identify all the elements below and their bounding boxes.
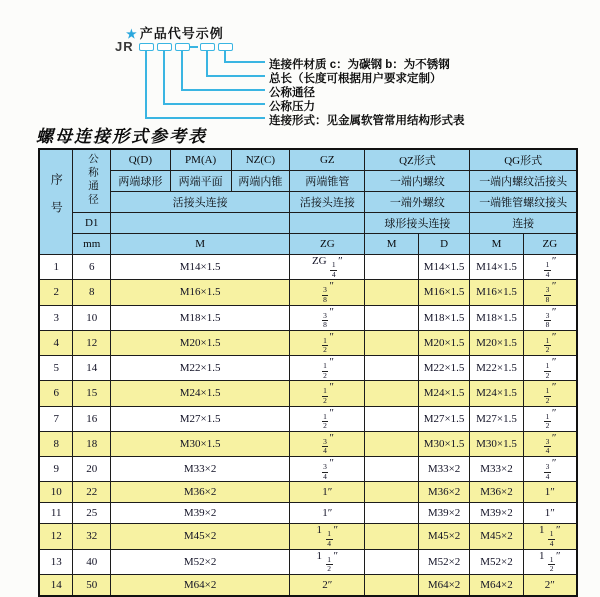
cell: M33×2 [418, 457, 470, 482]
cell: 1″ [290, 503, 365, 524]
table-header [39, 149, 577, 255]
cell: M45×2 [470, 524, 523, 549]
cell: 32 [73, 524, 111, 549]
cell: $\frac{3}{4}$ ″ [290, 431, 365, 456]
cell [365, 574, 418, 596]
cell: M24×1.5 [418, 381, 470, 406]
cell: M52×2 [418, 549, 470, 574]
header-union-connection: 活接头连接 [111, 192, 290, 213]
cell: 1″ [290, 482, 365, 503]
cell: M16×1.5 [418, 280, 470, 305]
cell: $\frac{1}{2}$ ″ [523, 356, 577, 381]
cell: $\frac{3}{8}$ ″ [290, 305, 365, 330]
table-body [39, 255, 577, 596]
cell: 2 [39, 280, 73, 305]
header-mm: mm [73, 234, 111, 255]
cell: $\frac{3}{8}$ ″ [290, 280, 365, 305]
header-gz-connection: 活接头连接 [290, 192, 365, 213]
cell: M24×1.5 [111, 381, 290, 406]
connector-line [181, 50, 183, 90]
cell: $\frac{3}{8}$ ″ [523, 305, 577, 330]
cell: M27×1.5 [111, 406, 290, 431]
cell: 22 [73, 482, 111, 503]
cell: $\frac{1}{2}$ ″ [523, 381, 577, 406]
table-row [39, 524, 577, 549]
code-box-5 [218, 43, 233, 51]
cell: M52×2 [470, 549, 523, 574]
cell: M14×1.5 [470, 255, 523, 280]
cell [365, 406, 418, 431]
nut-connection-table [38, 148, 578, 597]
header-qz-d: D [418, 234, 470, 255]
header-qg-sub2: 一端锥管螺纹接头 [470, 192, 577, 213]
cell: M18×1.5 [470, 305, 523, 330]
cell: 1 $\frac{1}{4}$ ″ [523, 524, 577, 549]
cell: $\frac{3}{4}$ ″ [523, 457, 577, 482]
cell [365, 524, 418, 549]
cell: $\frac{1}{4}$ ″ [523, 255, 577, 280]
cell: 1″ [523, 482, 577, 503]
cell [365, 280, 418, 305]
cell [365, 305, 418, 330]
cell: 1 [39, 255, 73, 280]
cell: 5 [39, 356, 73, 381]
cell: 6 [39, 381, 73, 406]
table-row [39, 503, 577, 524]
header-d1: D1 [73, 213, 111, 234]
header-seq: 序号 [39, 149, 73, 255]
cell: M16×1.5 [111, 280, 290, 305]
header-qz-sub2: 一端外螺纹 [365, 192, 470, 213]
cell: 10 [39, 482, 73, 503]
table-row [39, 381, 577, 406]
blank-cell [111, 213, 290, 234]
cell: M27×1.5 [418, 406, 470, 431]
cell: 3 [39, 305, 73, 330]
table-row [39, 280, 577, 305]
header-qg-sub1: 一端内螺纹活接头 [470, 171, 577, 192]
cell: 4 [39, 330, 73, 355]
code-label-nominal-diameter: 公称通径 [269, 87, 315, 99]
header-qg-zg: ZG [523, 234, 577, 255]
cell: 12 [73, 330, 111, 355]
cell: ZG $\frac{1}{4}$ ″ [290, 255, 365, 280]
header-zg: ZG [290, 234, 365, 255]
header-qz-sub1: 一端内螺纹 [365, 171, 470, 192]
cell: $\frac{3}{8}$ ″ [523, 280, 577, 305]
cell: 15 [73, 381, 111, 406]
cell: M22×1.5 [111, 356, 290, 381]
cell: M20×1.5 [111, 330, 290, 355]
cell: 13 [39, 549, 73, 574]
cell: 14 [39, 574, 73, 596]
cell: M45×2 [111, 524, 290, 549]
cell: 8 [73, 280, 111, 305]
cell: M64×2 [470, 574, 523, 596]
cell [365, 255, 418, 280]
header-qg-connection: 连接 [470, 213, 577, 234]
cell: 16 [73, 406, 111, 431]
cell: 10 [73, 305, 111, 330]
connector-line [206, 50, 208, 76]
star-icon: ★ [126, 27, 138, 41]
cell: M33×2 [470, 457, 523, 482]
table-row [39, 574, 577, 596]
cell: 12 [39, 524, 73, 549]
cell: 20 [73, 457, 111, 482]
table-row [39, 356, 577, 381]
header-qz-connection: 球形接头连接 [365, 213, 470, 234]
code-box-4 [200, 43, 215, 51]
cell: $\frac{1}{2}$ ″ [523, 406, 577, 431]
connector-line [163, 50, 165, 104]
blank-cell [290, 213, 365, 234]
cell: M30×1.5 [418, 431, 470, 456]
code-box-1 [139, 43, 154, 51]
table-row [39, 431, 577, 456]
cell: $\frac{1}{2}$ ″ [290, 356, 365, 381]
cell: 1″ [523, 503, 577, 524]
code-label-total-length: 总长（长度可根据用户要求定制） [269, 73, 442, 85]
code-label-nominal-pressure: 公称压力 [269, 101, 315, 113]
cell: M18×1.5 [111, 305, 290, 330]
header-gz-sub: 两端锥管 [290, 171, 365, 192]
cell: 8 [39, 431, 73, 456]
cell: $\frac{1}{2}$ ″ [290, 330, 365, 355]
table-row [39, 549, 577, 574]
code-label-material: 连接件材质 c：为碳钢 b：为不锈钢 [269, 59, 450, 71]
cell: M45×2 [418, 524, 470, 549]
cell: 9 [39, 457, 73, 482]
cell: 50 [73, 574, 111, 596]
cell: M30×1.5 [470, 431, 523, 456]
connector-line [145, 117, 265, 119]
cell: M36×2 [470, 482, 523, 503]
header-q-d: Q(D) [111, 149, 171, 171]
cell: M64×2 [418, 574, 470, 596]
header-pm-sub: 两端平面 [170, 171, 231, 192]
header-gz: GZ [290, 149, 365, 171]
cell: $\frac{3}{4}$ ″ [290, 457, 365, 482]
connector-line [224, 61, 265, 63]
cell: 1 $\frac{1}{2}$ ″ [523, 549, 577, 574]
cell [365, 457, 418, 482]
code-box-3 [175, 43, 190, 51]
header-qz-m: M [365, 234, 418, 255]
cell: M64×2 [111, 574, 290, 596]
code-box-2 [157, 43, 172, 51]
cell: M36×2 [111, 482, 290, 503]
cell: M16×1.5 [470, 280, 523, 305]
header-qz-form: QZ形式 [365, 149, 470, 171]
table-row [39, 482, 577, 503]
connector-line [181, 89, 265, 91]
cell: M36×2 [418, 482, 470, 503]
cell: M24×1.5 [470, 381, 523, 406]
cell: M52×2 [111, 549, 290, 574]
connector-line [206, 75, 265, 77]
cell: M27×1.5 [470, 406, 523, 431]
code-dash [190, 46, 198, 48]
cell: M39×2 [470, 503, 523, 524]
cell: 1 $\frac{1}{2}$ ″ [290, 549, 365, 574]
cell: 2″ [290, 574, 365, 596]
table-row [39, 406, 577, 431]
cell: 40 [73, 549, 111, 574]
cell: M20×1.5 [470, 330, 523, 355]
cell [365, 431, 418, 456]
cell: 6 [73, 255, 111, 280]
table-title: 螺母连接形式参考表 [36, 127, 207, 147]
cell: M22×1.5 [418, 356, 470, 381]
code-label-connection-form: 连接形式：见金属软管常用结构形式表 [269, 115, 465, 127]
cell: M22×1.5 [470, 356, 523, 381]
cell: M39×2 [418, 503, 470, 524]
cell: M18×1.5 [418, 305, 470, 330]
header-nominal-diameter: 公称通径 [73, 149, 111, 213]
cell: M14×1.5 [111, 255, 290, 280]
product-code-diagram [0, 0, 600, 125]
table-row [39, 330, 577, 355]
diagram-title [126, 23, 224, 42]
cell: 14 [73, 356, 111, 381]
header-nz-c: NZ(C) [231, 149, 290, 171]
cell: M30×1.5 [111, 431, 290, 456]
cell: 25 [73, 503, 111, 524]
cell: M33×2 [111, 457, 290, 482]
cell: $\frac{1}{2}$ ″ [523, 330, 577, 355]
cell [365, 482, 418, 503]
cell: 1 $\frac{1}{4}$ ″ [290, 524, 365, 549]
cell [365, 549, 418, 574]
header-qg-m: M [470, 234, 523, 255]
product-code-prefix: JR [115, 39, 134, 54]
header-pm-a: PM(A) [170, 149, 231, 171]
cell: 18 [73, 431, 111, 456]
connector-line [145, 50, 147, 118]
cell: M14×1.5 [418, 255, 470, 280]
header-q-sub: 两端球形 [111, 171, 171, 192]
cell [365, 330, 418, 355]
cell: $\frac{1}{2}$ ″ [290, 381, 365, 406]
table-row [39, 457, 577, 482]
table-row [39, 255, 577, 280]
cell: 11 [39, 503, 73, 524]
connector-line [163, 103, 265, 105]
cell [365, 381, 418, 406]
cell: M39×2 [111, 503, 290, 524]
cell [365, 503, 418, 524]
cell: M20×1.5 [418, 330, 470, 355]
cell: $\frac{3}{4}$ ″ [523, 431, 577, 456]
table-row [39, 305, 577, 330]
header-m: M [111, 234, 290, 255]
header-nz-sub: 两端内锥 [231, 171, 290, 192]
diagram-title-text: 产品代号示例 [139, 26, 224, 41]
cell: 7 [39, 406, 73, 431]
cell: $\frac{1}{2}$ ″ [290, 406, 365, 431]
cell [365, 356, 418, 381]
cell: 2″ [523, 574, 577, 596]
header-qg-form: QG形式 [470, 149, 577, 171]
